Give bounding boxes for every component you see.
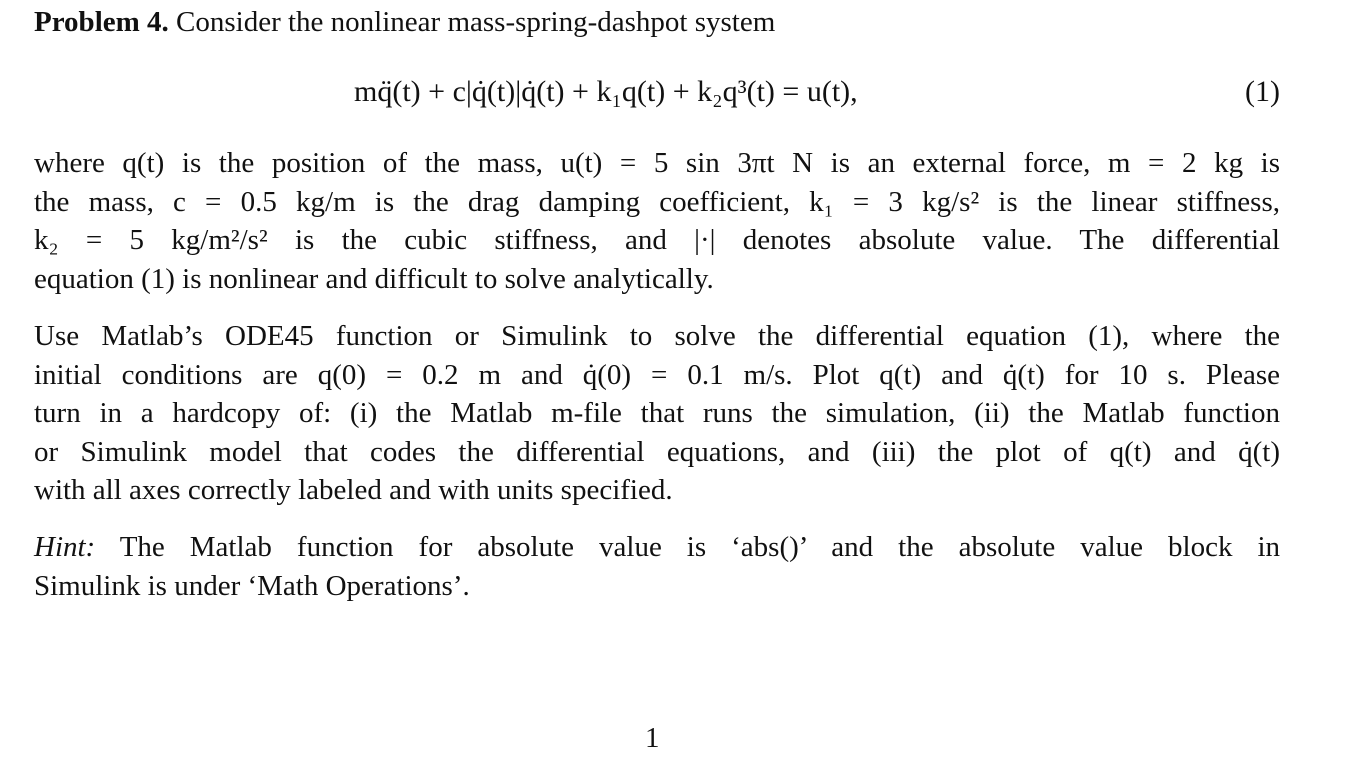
paragraph-instructions (34, 317, 1280, 510)
paragraph-line: turn in a hardcopy of: (i) the Matlab m-file that runs the simulation, (ii) the Matlab function (34, 397, 1280, 429)
problem-heading (34, 4, 775, 40)
problem-label: Problem 4. (34, 6, 169, 38)
paragraph-line: or Simulink model that codes the differential equations, and (iii) the plot of q(t) and q̇(t) (34, 435, 1280, 468)
equation-row (34, 72, 1280, 112)
paragraph-hint (34, 528, 1280, 605)
problem-intro: Consider the nonlinear mass-spring-dashpot system (168, 6, 776, 38)
page-number: 1 (645, 722, 660, 754)
paragraph-line: the mass, c = 0.5 kg/m is the drag damping coefficient, k₁ = 3 kg/s² is the linear stiffness, (34, 185, 1280, 218)
paragraph-line: where q(t) is the position of the mass, u(t) = 5 sin 3πt N is an external force, m = 2 kg is (34, 147, 1280, 179)
hint-label: Hint: (34, 531, 96, 563)
differential-equation: mq̈(t) + c|q̇(t)|q̇(t) + k₁q(t) + k₂q³(t) = u(t), (354, 75, 858, 108)
paragraph-line: equation (1) is nonlinear and difficult to solve analytically. (34, 262, 714, 295)
paragraph-line (34, 528, 1280, 567)
paragraph-line: k₂ = 5 kg/m²/s² is the cubic stiffness, and |·| denotes absolute value. The differential (34, 224, 1280, 256)
paragraph-line: initial conditions are q(0) = 0.2 m and q̇(0) = 0.1 m/s. Plot q(t) and q̇(t) for 10 s. Please (34, 358, 1280, 391)
hint-text: The Matlab function for absolute value is ‘abs()’ and the absolute value block in (95, 531, 1280, 563)
paragraph-line: Use Matlab’s ODE45 function or Simulink to solve the differential equation (1), where the (34, 320, 1280, 352)
equation-number: (1) (1245, 75, 1280, 108)
paragraph-line: with all axes correctly labeled and with units specified. (34, 474, 673, 506)
paragraph-line: Simulink is under ‘Math Operations’. (34, 569, 470, 602)
paragraph-parameters (34, 144, 1280, 298)
